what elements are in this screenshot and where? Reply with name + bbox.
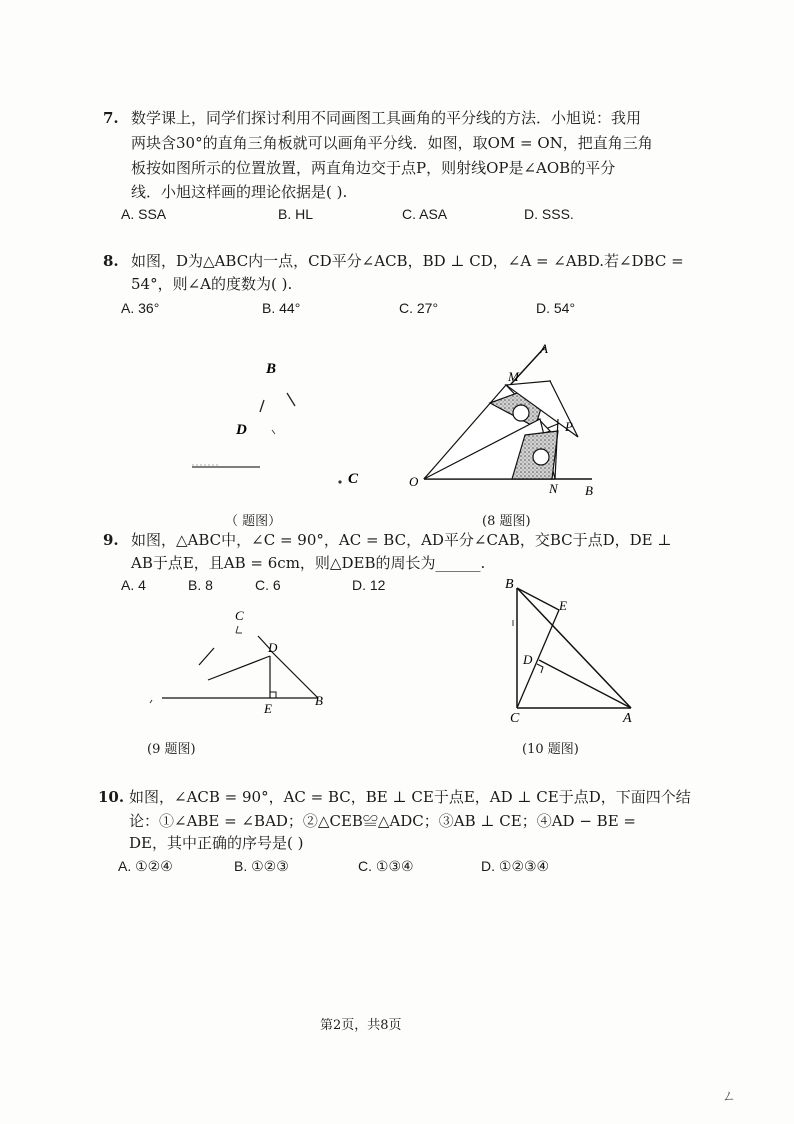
q10-line-3: DE，其中正确的序号是( ): [129, 834, 304, 852]
q10-option-d: D. ①②③④: [481, 858, 550, 874]
fig-left-label-c: C: [348, 471, 359, 487]
q10-option-c: C. ①③④: [358, 858, 414, 874]
q8-line-1: 如图，D为△ABC内一点，CD平分∠ACB，BD ⊥ CD，∠A = ∠ABD.若∠DBC =: [131, 252, 684, 270]
q10-line-1: 如图，∠ACB = 90°，AC = BC，BE ⊥ CE于点E，AD ⊥ CE于点D，下面四个结: [129, 788, 691, 806]
q8-line-2: 54°，则∠A的度数为( ).: [131, 275, 293, 293]
fig10-label-b: B: [505, 577, 514, 592]
fig10-label-d: D: [523, 652, 533, 667]
fig-left-label-b: B: [266, 361, 277, 377]
fig8-label-p: P: [565, 419, 573, 434]
q8-number: 8.: [103, 252, 119, 270]
q7-option-a: A. SSA: [121, 206, 167, 222]
fig8-label-m: M: [508, 369, 519, 384]
q10-line-2: 论：①∠ABE = ∠BAD；②△CEB≌△ADC；③AB ⊥ CE；④AD − BE =: [129, 812, 636, 830]
fig9-label-d: D: [268, 640, 278, 655]
fig-left-label-d: D: [236, 422, 247, 438]
q7-line-3: 板按如图所示的位置放置，两直角边交于点P，则射线OP是∠AOB的平分: [131, 159, 616, 177]
q10-number: 10.: [98, 788, 125, 806]
figure-q9: [140, 600, 340, 720]
q7-option-c: C. ASA: [402, 206, 448, 222]
fig10-label-e: E: [559, 598, 567, 613]
q8-option-c: C. 27°: [399, 300, 439, 316]
fig-left-caption: （ 题图）: [225, 514, 282, 529]
fig10-label-a: A: [623, 711, 632, 726]
figure-left-top: [180, 350, 380, 500]
figure-q10: [495, 572, 650, 732]
corner-mark: ㄥ: [722, 1089, 736, 1105]
q7-line-4: 线．小旭这样画的理论依据是( ).: [131, 183, 348, 201]
q8-option-a: A. 36°: [121, 300, 160, 316]
figure-q8: [400, 335, 610, 505]
fig8-label-b: B: [585, 483, 593, 498]
q7-number: 7.: [103, 109, 119, 127]
q7-line-1: 数学课上，同学们探讨利用不同画图工具画角的平分线的方法．小旭说：我用: [131, 109, 642, 127]
page-footer: 第2页，共8页: [320, 1018, 402, 1033]
q9-option-b: B. 8: [188, 577, 213, 593]
q9-number: 9.: [103, 531, 119, 549]
q9-line-1: 如图，△ABC中，∠C = 90°，AC = BC，AD平分∠CAB，交BC于点D，DE ⊥: [131, 531, 672, 549]
q8-option-d: D. 54°: [536, 300, 576, 316]
fig8-label-a: A: [540, 341, 548, 356]
fig9-label-c: C: [235, 608, 244, 623]
q9-option-d: D. 12: [352, 577, 386, 593]
q9-option-a: A. 4: [121, 577, 146, 593]
q10-option-b: B. ①②③: [234, 858, 289, 874]
q7-option-b: B. HL: [278, 206, 314, 222]
fig9-label-b: B: [315, 693, 323, 708]
q9-line-2: AB于点E，且AB = 6cm，则△DEB的周长为______.: [131, 554, 486, 572]
fig10-caption: (10 题图): [522, 742, 579, 757]
fig8-label-n: N: [549, 481, 558, 496]
q8-option-b: B. 44°: [262, 300, 301, 316]
fig8-label-o: O: [409, 474, 419, 489]
fig9-caption: (9 题图): [147, 742, 196, 757]
fig10-label-c: C: [510, 711, 520, 726]
q10-option-a: A. ①②④: [118, 858, 173, 874]
q7-line-2: 两块含30°的直角三角板就可以画角平分线．如图，取OM = ON，把直角三角: [131, 134, 653, 152]
q7-option-d: D. SSS.: [524, 206, 574, 222]
fig9-label-e: E: [264, 701, 272, 716]
fig8-caption: (8 题图): [482, 514, 531, 529]
q9-option-c: C. 6: [255, 577, 281, 593]
